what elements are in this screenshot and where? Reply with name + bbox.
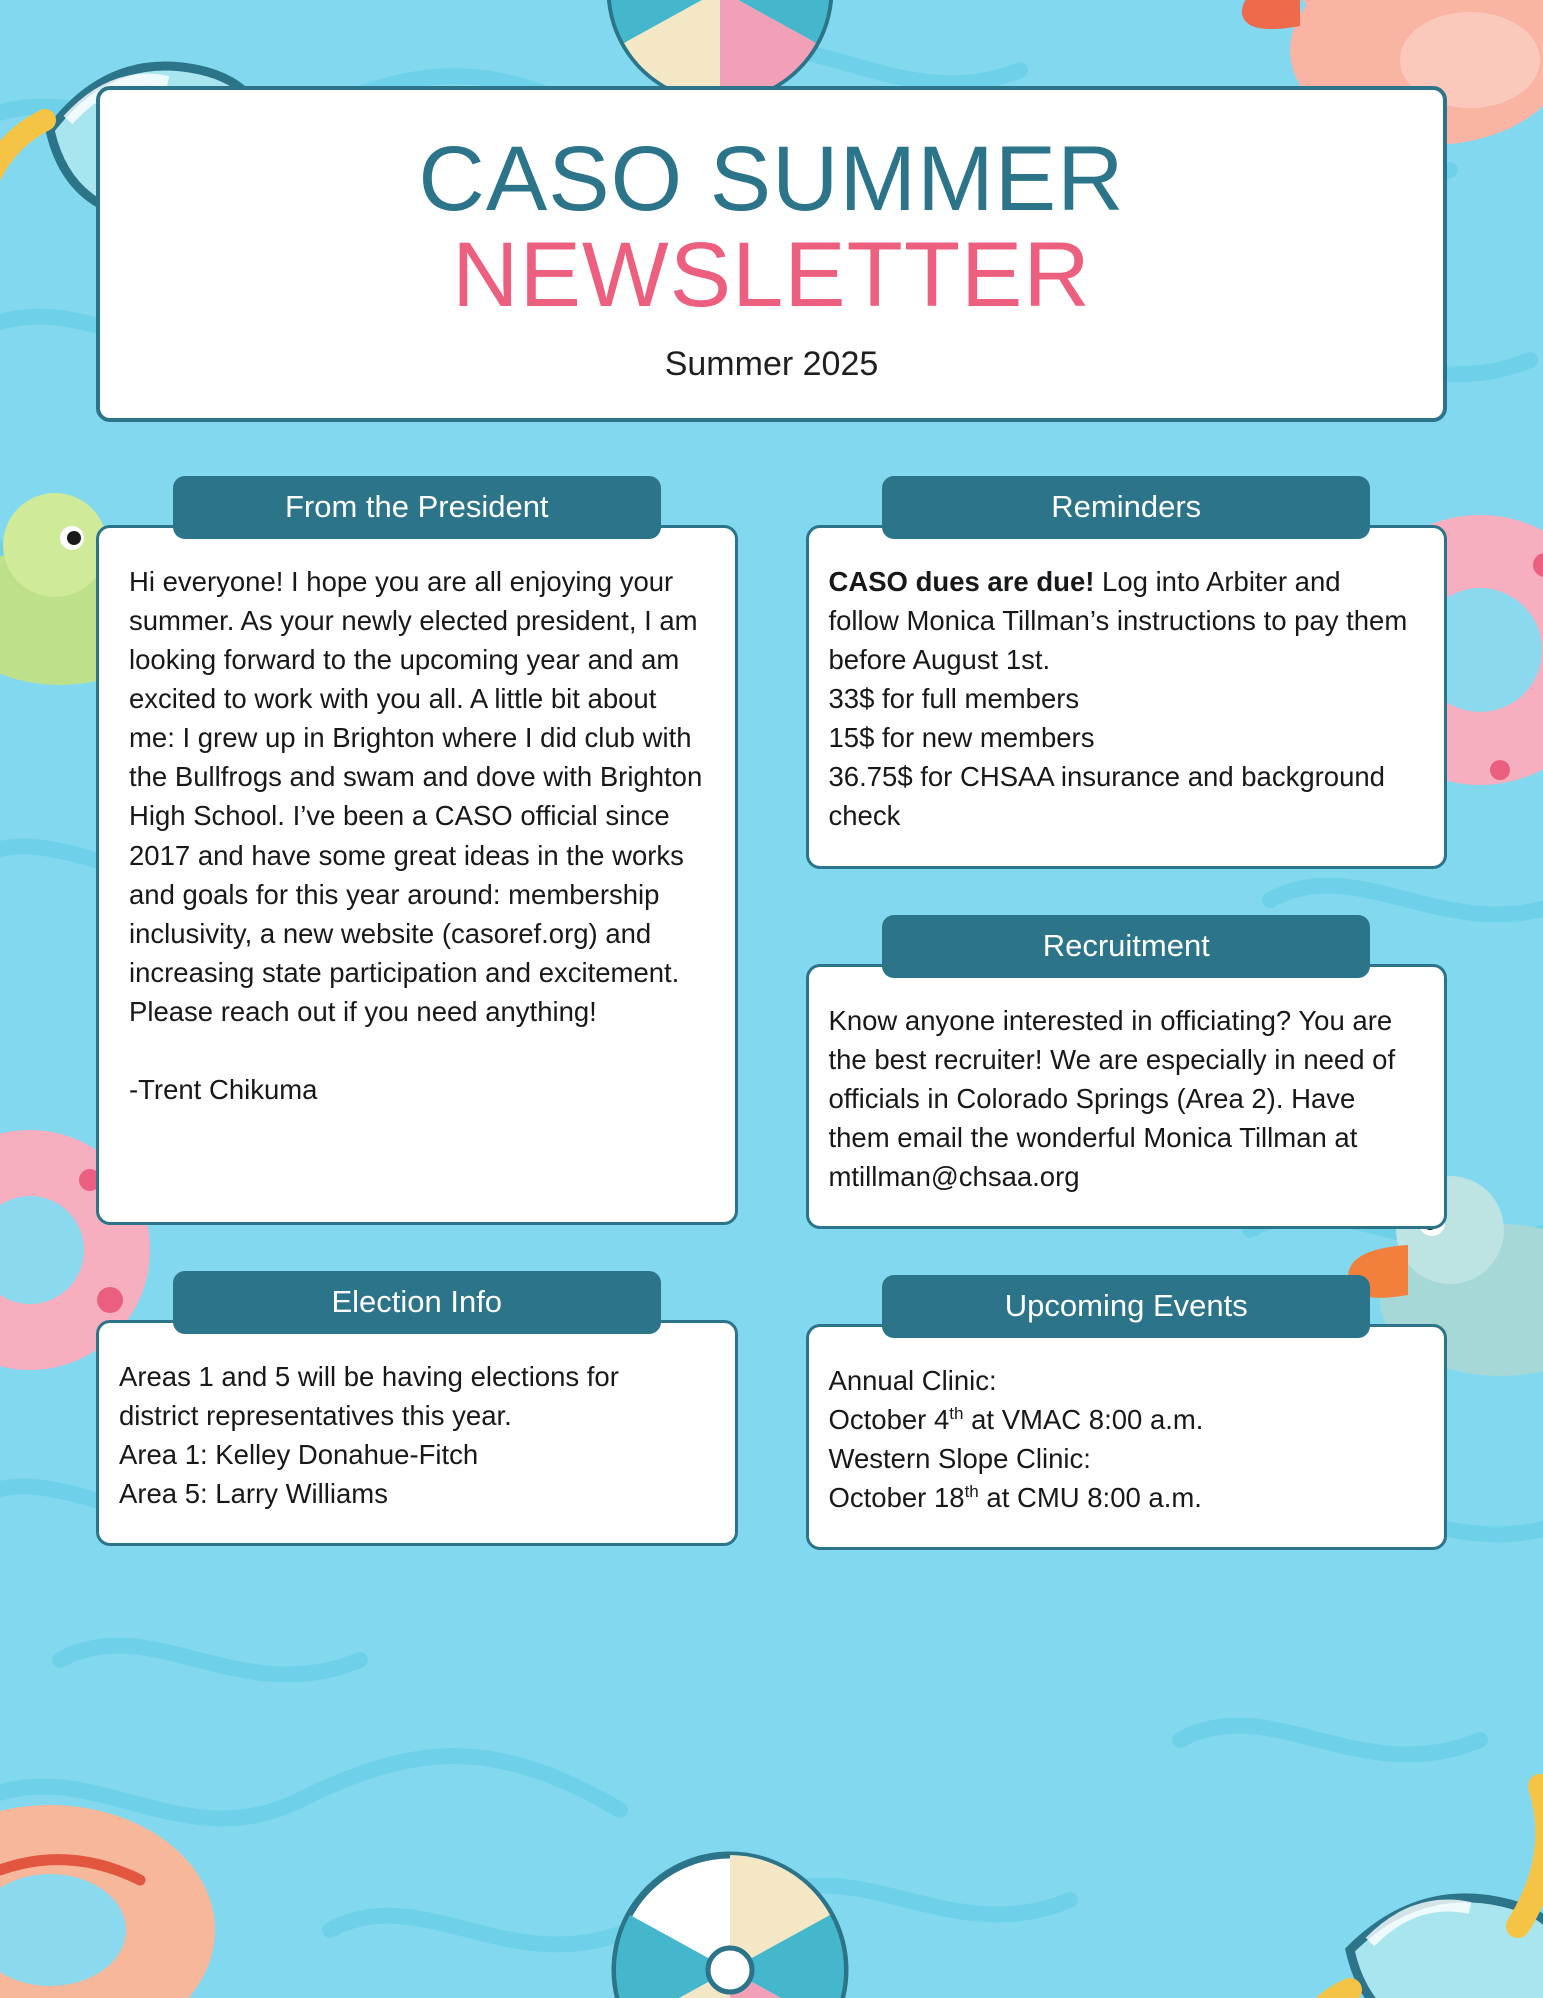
card-body-president [96,525,738,1225]
card-body-recruitment [806,964,1448,1229]
card-heading-events: Upcoming Events [882,1275,1370,1338]
election-area-5: Area 5: Larry Williams [119,1478,388,1510]
reminders-price-full: 33$ for full members [828,683,1080,715]
president-signature: -Trent Chikuma [129,1073,318,1105]
newsletter-title-line2: NEWSLETTER [452,224,1091,327]
event-2-date-pre: October 18 [828,1481,965,1513]
card-upcoming-events [806,1275,1448,1550]
card-heading-reminders: Reminders [882,476,1370,539]
card-recruitment [806,915,1448,1229]
card-heading-president: From the President [173,476,661,539]
card-from-the-president [96,476,738,1225]
event-1-date-post: at VMAC 8:00 a.m. [963,1403,1204,1435]
event-1-date-pre: October 4 [828,1403,950,1435]
event-2-date-post: at CMU 8:00 a.m. [978,1481,1202,1513]
card-body-events [806,1324,1448,1550]
president-message: Hi everyone! I hope you are all enjoying your summer. As your newly elected president, I am looking forward to the upcoming year and am excited to work with you all. A little bit about me: I grew up in Brighton where I did club with the Bullfrogs and swam and dove with Brighton High School. I’ve been a CASO official since 2017 and have some great ideas in the works and goals for this year around: membership inclusivity, a new website (casoref.org) and increasing state participation and excitement. Please reach out if you need anything! [129,566,703,1027]
event-2-date [829,1478,1415,1517]
reminders-dues-bold: CASO dues are due! [828,566,1095,598]
card-reminders [806,476,1448,868]
event-2-date-ordinal: th [964,1481,979,1501]
card-election-info [96,1271,738,1546]
card-body-reminders [806,525,1448,868]
event-1-name: Annual Clinic: [828,1364,997,1396]
event-1-date-ordinal: th [949,1403,964,1423]
left-column [96,476,738,1592]
reminders-price-new: 15$ for new members [828,722,1095,754]
right-column [806,476,1448,1596]
recruitment-body: Know anyone interested in officiating? You are the best recruiter! We are especially in need of officials in Colorado Springs (Area 2). Have them email the wonderful Monica Tillman at mtillman@chsaa.org [828,1004,1396,1192]
reminders-dues-rest: Log into Arbiter and follow Monica Tillman’s instructions to pay them before August 1st. [828,566,1408,676]
election-body: Areas 1 and 5 will be having elections for district representatives this year. [119,1361,619,1432]
newsletter-issue-date: Summer 2025 [664,345,879,384]
card-heading-election: Election Info [173,1271,661,1334]
card-heading-recruitment: Recruitment [882,915,1370,978]
card-body-election [96,1320,738,1546]
election-area-1: Area 1: Kelley Donahue-Fitch [119,1439,479,1471]
event-2-name: Western Slope Clinic: [828,1442,1091,1474]
reminders-dues [829,562,1415,679]
newsletter-title-line1: CASO SUMMER [418,128,1125,230]
event-1-date [829,1400,1415,1439]
content-columns [96,476,1447,1596]
reminders-price-insurance: 36.75$ for CHSAA insurance and background check [828,761,1385,832]
title-card [96,86,1447,422]
